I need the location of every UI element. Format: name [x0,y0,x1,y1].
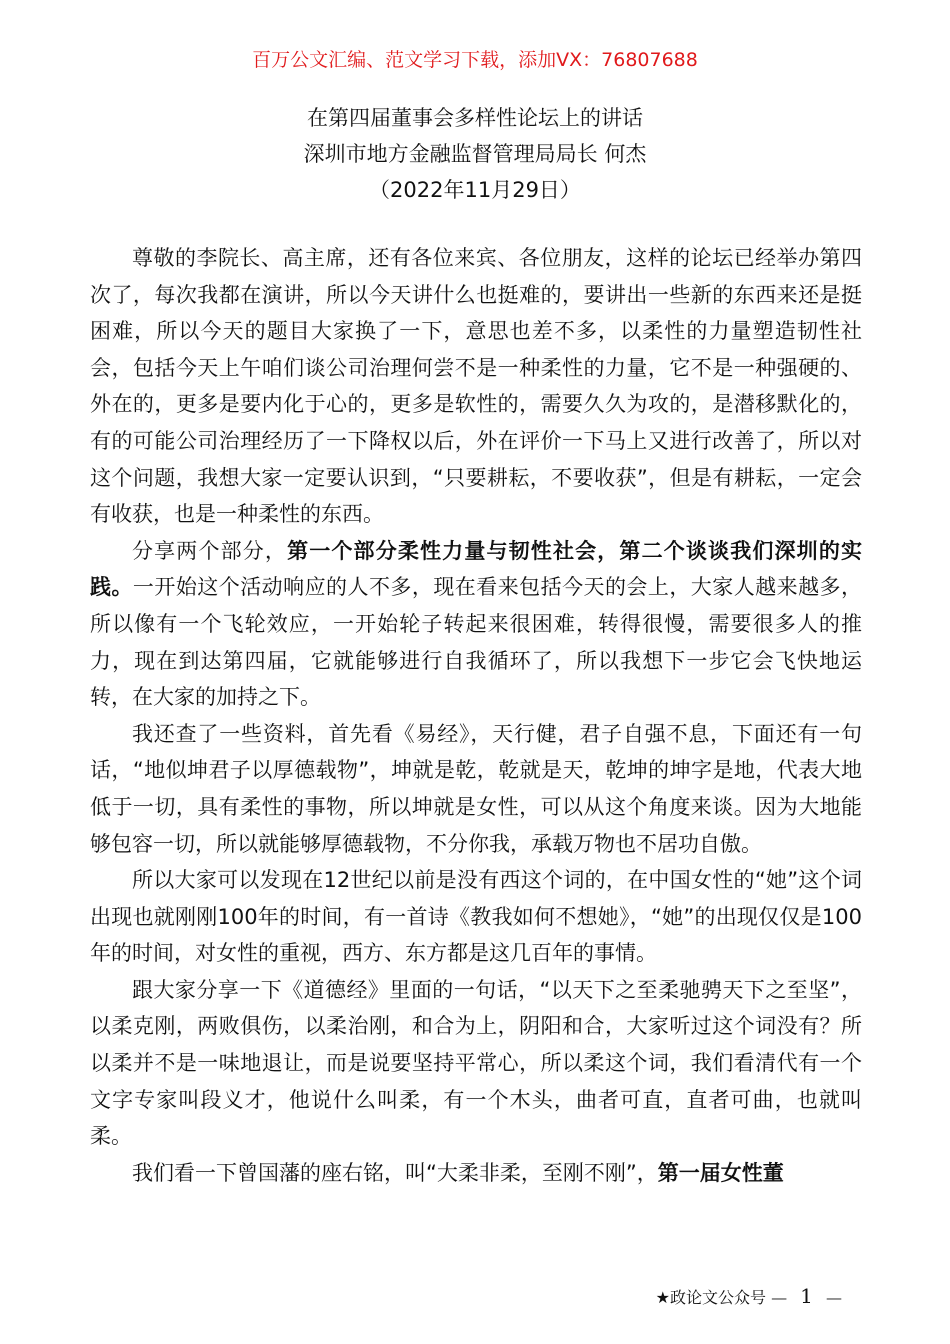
bold-emphasis: 第一个部分柔性力量与韧性社会，第二个谈谈我们深圳的实践。 [90,538,862,600]
footer-dash-right: — [826,1288,842,1307]
paragraph: 我们看一下曾国藩的座右铭，叫“大柔非柔，至刚不刚”，第一届女性董 [132,1160,784,1185]
speaker-line: 深圳市地方金融监督管理局局长 何杰 [303,142,647,166]
page-number: 1 [800,1284,813,1308]
speech-date: （2022年11月29日） [369,178,581,202]
paragraph: 所以大家可以发现在12世纪以前是没有西这个词的，在中国女性的“她”这个词出现也就刚刚100年的时间，有一首诗《教我如何不想她》，“她”的出现仅仅是100年的时间，对女性的重视，西方、东方都是这几百年的事情。 [90,868,862,966]
paragraph: 尊敬的李院长、高主席，还有各位来宾、各位朋友，这样的论坛已经举办第四次了，每次我都在演讲，所以今天讲什么也挺难的，要讲出一些新的东西来还是挺困难，所以今天的题目大家换了一下，意思也差不多，以柔性的力量塑造韧性社会，包括今天上午咱们谈公司治理何尝不是一种柔性的力量，它不是一种强硬的、外在的，更多是要内化于心的，更多是软性的，需要久久为攻的，是潜移默化的，有的可能公司治理经历了一下降权以后，外在评价一下马上又进行改善了，所以对这个问题，我想大家一定要认识到，“只要耕耘，不要收获”，但是有耕耘，一定会有收获，也是一种柔性的东西。 [90,246,862,527]
footer-dash-left: — [771,1288,788,1307]
paragraph: 分享两个部分，第一个部分柔性力量与韧性社会，第二个谈谈我们深圳的实践。一开始这个活动响应的人不多，现在看来包括今天的会上，大家人越来越多，所以像有一个飞轮效应，一开始轮子转起来很困难，转得很慢，需要很多人的推力，现在到达第四届，它就能够进行自我循环了，所以我想下一步它会飞快地运转，在大家的加持之下。 [90,538,863,710]
page-footer [656,1284,842,1310]
body-text [90,240,862,1191]
paragraph: 我还查了一些资料，首先看《易经》，天行健，君子自强不息，下面还有一句话，“地似坤君子以厚德载物”，坤就是乾，乾就是天，乾坤的坤字是地，代表大地低于一切，具有柔性的事物，所以坤就是女性，可以从这个角度来谈。因为大地能够包容一切，所以就能够厚德载物，不分你我，承载万物也不居功自傲。 [90,721,862,856]
promo-banner: 百万公文汇编、范文学习下载，添加VX：76807688 [252,49,698,71]
bold-emphasis: 第一届女性董 [657,1160,784,1185]
title-block [0,100,950,208]
paragraph: 跟大家分享一下《道德经》里面的一句话，“以天下之至柔驰骋天下之至坚”，以柔克刚，两败俱伤，以柔治刚，和合为上，阴阳和合，大家听过这个词没有？所以柔并不是一味地退让，而是说要坚持平常心，所以柔这个词，我们看清代有一个文字专家叫段义才，他说什么叫柔，有一个木头，曲者可直，直者可曲，也就叫柔。 [90,977,862,1149]
speech-title: 在第四届董事会多样性论坛上的讲话 [307,106,643,130]
footer-source: ★政论文公众号 [655,1288,766,1307]
